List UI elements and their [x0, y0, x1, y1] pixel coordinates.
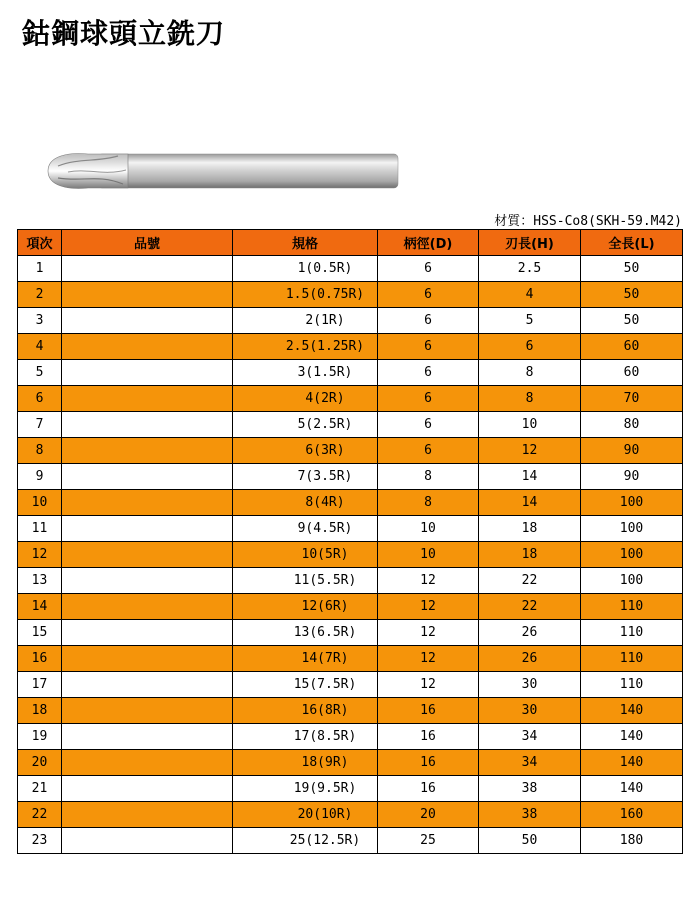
cell-shank-diameter: 6 — [378, 360, 479, 386]
cell-flute-length: 2.5 — [479, 256, 581, 282]
cell-code — [62, 412, 233, 438]
cell-code — [62, 568, 233, 594]
cell-flute-length: 30 — [479, 698, 581, 724]
cell-no: 13 — [18, 568, 62, 594]
cell-no: 19 — [18, 724, 62, 750]
cell-shank-diameter: 6 — [378, 412, 479, 438]
cell-shank-diameter: 10 — [378, 542, 479, 568]
cell-shank-diameter: 6 — [378, 334, 479, 360]
cell-overall-length: 100 — [581, 490, 683, 516]
cell-flute-length: 38 — [479, 776, 581, 802]
cell-code — [62, 594, 233, 620]
cell-no: 15 — [18, 620, 62, 646]
cell-shank-diameter: 16 — [378, 776, 479, 802]
cell-spec: 2.5(1.25R) — [233, 334, 378, 360]
table-row — [18, 282, 683, 308]
cell-overall-length: 70 — [581, 386, 683, 412]
cell-code — [62, 334, 233, 360]
cell-flute-length: 34 — [479, 750, 581, 776]
cell-spec: 11(5.5R) — [233, 568, 378, 594]
table-row — [18, 464, 683, 490]
cell-overall-length: 110 — [581, 620, 683, 646]
cell-code — [62, 828, 233, 854]
header-shank-diameter: 柄徑(D) — [378, 230, 479, 256]
cell-overall-length: 80 — [581, 412, 683, 438]
cell-overall-length: 100 — [581, 542, 683, 568]
cell-code — [62, 282, 233, 308]
cell-shank-diameter: 10 — [378, 516, 479, 542]
cell-flute-length: 8 — [479, 386, 581, 412]
table-row — [18, 568, 683, 594]
cell-shank-diameter: 6 — [378, 308, 479, 334]
cell-code — [62, 698, 233, 724]
table-row — [18, 334, 683, 360]
cell-shank-diameter: 12 — [378, 620, 479, 646]
table-row — [18, 516, 683, 542]
cell-overall-length: 100 — [581, 568, 683, 594]
cell-spec: 9(4.5R) — [233, 516, 378, 542]
cell-shank-diameter: 25 — [378, 828, 479, 854]
cell-shank-diameter: 12 — [378, 568, 479, 594]
cell-shank-diameter: 6 — [378, 256, 479, 282]
table-row — [18, 360, 683, 386]
header-flute-length: 刃長(H) — [479, 230, 581, 256]
cell-shank-diameter: 12 — [378, 672, 479, 698]
cell-code — [62, 490, 233, 516]
cell-overall-length: 140 — [581, 750, 683, 776]
cell-no: 14 — [18, 594, 62, 620]
table-row — [18, 750, 683, 776]
cell-overall-length: 140 — [581, 724, 683, 750]
cell-no: 22 — [18, 802, 62, 828]
cell-no: 4 — [18, 334, 62, 360]
cell-spec: 5(2.5R) — [233, 412, 378, 438]
cell-code — [62, 620, 233, 646]
material-label: 材質：HSS-Co8(SKH-59.M42) — [494, 214, 682, 229]
table-row — [18, 646, 683, 672]
table-row — [18, 386, 683, 412]
cell-flute-length: 5 — [479, 308, 581, 334]
cell-flute-length: 8 — [479, 360, 581, 386]
cell-overall-length: 60 — [581, 360, 683, 386]
cell-code — [62, 438, 233, 464]
cell-flute-length: 30 — [479, 672, 581, 698]
header-overall-length: 全長(L) — [581, 230, 683, 256]
cell-code — [62, 516, 233, 542]
cell-flute-length: 4 — [479, 282, 581, 308]
cell-spec: 3(1.5R) — [233, 360, 378, 386]
cell-no: 21 — [18, 776, 62, 802]
cell-code — [62, 750, 233, 776]
cell-spec: 12(6R) — [233, 594, 378, 620]
cell-shank-diameter: 6 — [378, 386, 479, 412]
cell-code — [62, 308, 233, 334]
cell-code — [62, 802, 233, 828]
cell-code — [62, 360, 233, 386]
ball-end-mill-icon — [38, 148, 408, 198]
cell-spec: 20(10R) — [233, 802, 378, 828]
cell-flute-length: 14 — [479, 464, 581, 490]
cell-overall-length: 90 — [581, 438, 683, 464]
cell-shank-diameter: 12 — [378, 594, 479, 620]
cell-spec: 16(8R) — [233, 698, 378, 724]
cell-spec: 4(2R) — [233, 386, 378, 412]
cell-no: 10 — [18, 490, 62, 516]
table-row — [18, 724, 683, 750]
cell-overall-length: 60 — [581, 334, 683, 360]
cell-flute-length: 6 — [479, 334, 581, 360]
header-no: 項次 — [18, 230, 62, 256]
cell-spec: 1(0.5R) — [233, 256, 378, 282]
cell-spec: 19(9.5R) — [233, 776, 378, 802]
cell-spec: 13(6.5R) — [233, 620, 378, 646]
cell-flute-length: 38 — [479, 802, 581, 828]
cell-code — [62, 672, 233, 698]
cell-shank-diameter: 16 — [378, 750, 479, 776]
table-row — [18, 672, 683, 698]
cell-code — [62, 542, 233, 568]
cell-spec: 18(9R) — [233, 750, 378, 776]
cell-code — [62, 646, 233, 672]
cell-code — [62, 464, 233, 490]
table-row — [18, 620, 683, 646]
cell-overall-length: 180 — [581, 828, 683, 854]
cell-no: 16 — [18, 646, 62, 672]
cell-overall-length: 110 — [581, 594, 683, 620]
cell-spec: 1.5(0.75R) — [233, 282, 378, 308]
cell-flute-length: 50 — [479, 828, 581, 854]
table-row — [18, 698, 683, 724]
cell-flute-length: 26 — [479, 646, 581, 672]
cell-code — [62, 776, 233, 802]
cell-code — [62, 724, 233, 750]
cell-shank-diameter: 8 — [378, 464, 479, 490]
spec-table — [17, 229, 683, 854]
table-row — [18, 594, 683, 620]
cell-flute-length: 18 — [479, 516, 581, 542]
cell-no: 9 — [18, 464, 62, 490]
cell-spec: 17(8.5R) — [233, 724, 378, 750]
header-code: 品號 — [62, 230, 233, 256]
cell-flute-length: 18 — [479, 542, 581, 568]
cell-spec: 8(4R) — [233, 490, 378, 516]
cell-no: 17 — [18, 672, 62, 698]
cell-no: 12 — [18, 542, 62, 568]
cell-flute-length: 34 — [479, 724, 581, 750]
cell-spec: 2(1R) — [233, 308, 378, 334]
cell-shank-diameter: 20 — [378, 802, 479, 828]
table-row — [18, 776, 683, 802]
cell-no: 2 — [18, 282, 62, 308]
header-spec: 規格 — [233, 230, 378, 256]
cell-no: 18 — [18, 698, 62, 724]
cell-overall-length: 140 — [581, 698, 683, 724]
cell-no: 11 — [18, 516, 62, 542]
cell-no: 8 — [18, 438, 62, 464]
table-row — [18, 308, 683, 334]
cell-flute-length: 14 — [479, 490, 581, 516]
table-row — [18, 828, 683, 854]
cell-shank-diameter: 12 — [378, 646, 479, 672]
cell-no: 20 — [18, 750, 62, 776]
cell-overall-length: 50 — [581, 282, 683, 308]
cell-spec: 15(7.5R) — [233, 672, 378, 698]
cell-flute-length: 22 — [479, 568, 581, 594]
cell-no: 1 — [18, 256, 62, 282]
cell-shank-diameter: 16 — [378, 724, 479, 750]
cell-flute-length: 26 — [479, 620, 581, 646]
cell-spec: 14(7R) — [233, 646, 378, 672]
cell-overall-length: 140 — [581, 776, 683, 802]
cell-spec: 10(5R) — [233, 542, 378, 568]
table-row — [18, 490, 683, 516]
cell-shank-diameter: 6 — [378, 438, 479, 464]
cell-overall-length: 50 — [581, 256, 683, 282]
cell-shank-diameter: 6 — [378, 282, 479, 308]
cell-flute-length: 12 — [479, 438, 581, 464]
table-row — [18, 802, 683, 828]
cell-code — [62, 386, 233, 412]
cell-overall-length: 110 — [581, 646, 683, 672]
table-row — [18, 438, 683, 464]
cell-code — [62, 256, 233, 282]
cell-overall-length: 100 — [581, 516, 683, 542]
table-row — [18, 412, 683, 438]
cell-shank-diameter: 16 — [378, 698, 479, 724]
cell-no: 23 — [18, 828, 62, 854]
cell-overall-length: 160 — [581, 802, 683, 828]
table-header-row — [18, 230, 683, 256]
table-body — [18, 256, 683, 854]
cell-shank-diameter: 8 — [378, 490, 479, 516]
cell-spec: 6(3R) — [233, 438, 378, 464]
table-row — [18, 542, 683, 568]
cell-overall-length: 50 — [581, 308, 683, 334]
cell-no: 7 — [18, 412, 62, 438]
cell-flute-length: 10 — [479, 412, 581, 438]
cell-spec: 25(12.5R) — [233, 828, 378, 854]
cell-no: 6 — [18, 386, 62, 412]
cell-flute-length: 22 — [479, 594, 581, 620]
cell-overall-length: 90 — [581, 464, 683, 490]
cell-spec: 7(3.5R) — [233, 464, 378, 490]
cell-no: 5 — [18, 360, 62, 386]
cell-no: 3 — [18, 308, 62, 334]
page-title: 鈷鋼球頭立銑刀 — [22, 17, 226, 50]
cell-overall-length: 110 — [581, 672, 683, 698]
table-row — [18, 256, 683, 282]
